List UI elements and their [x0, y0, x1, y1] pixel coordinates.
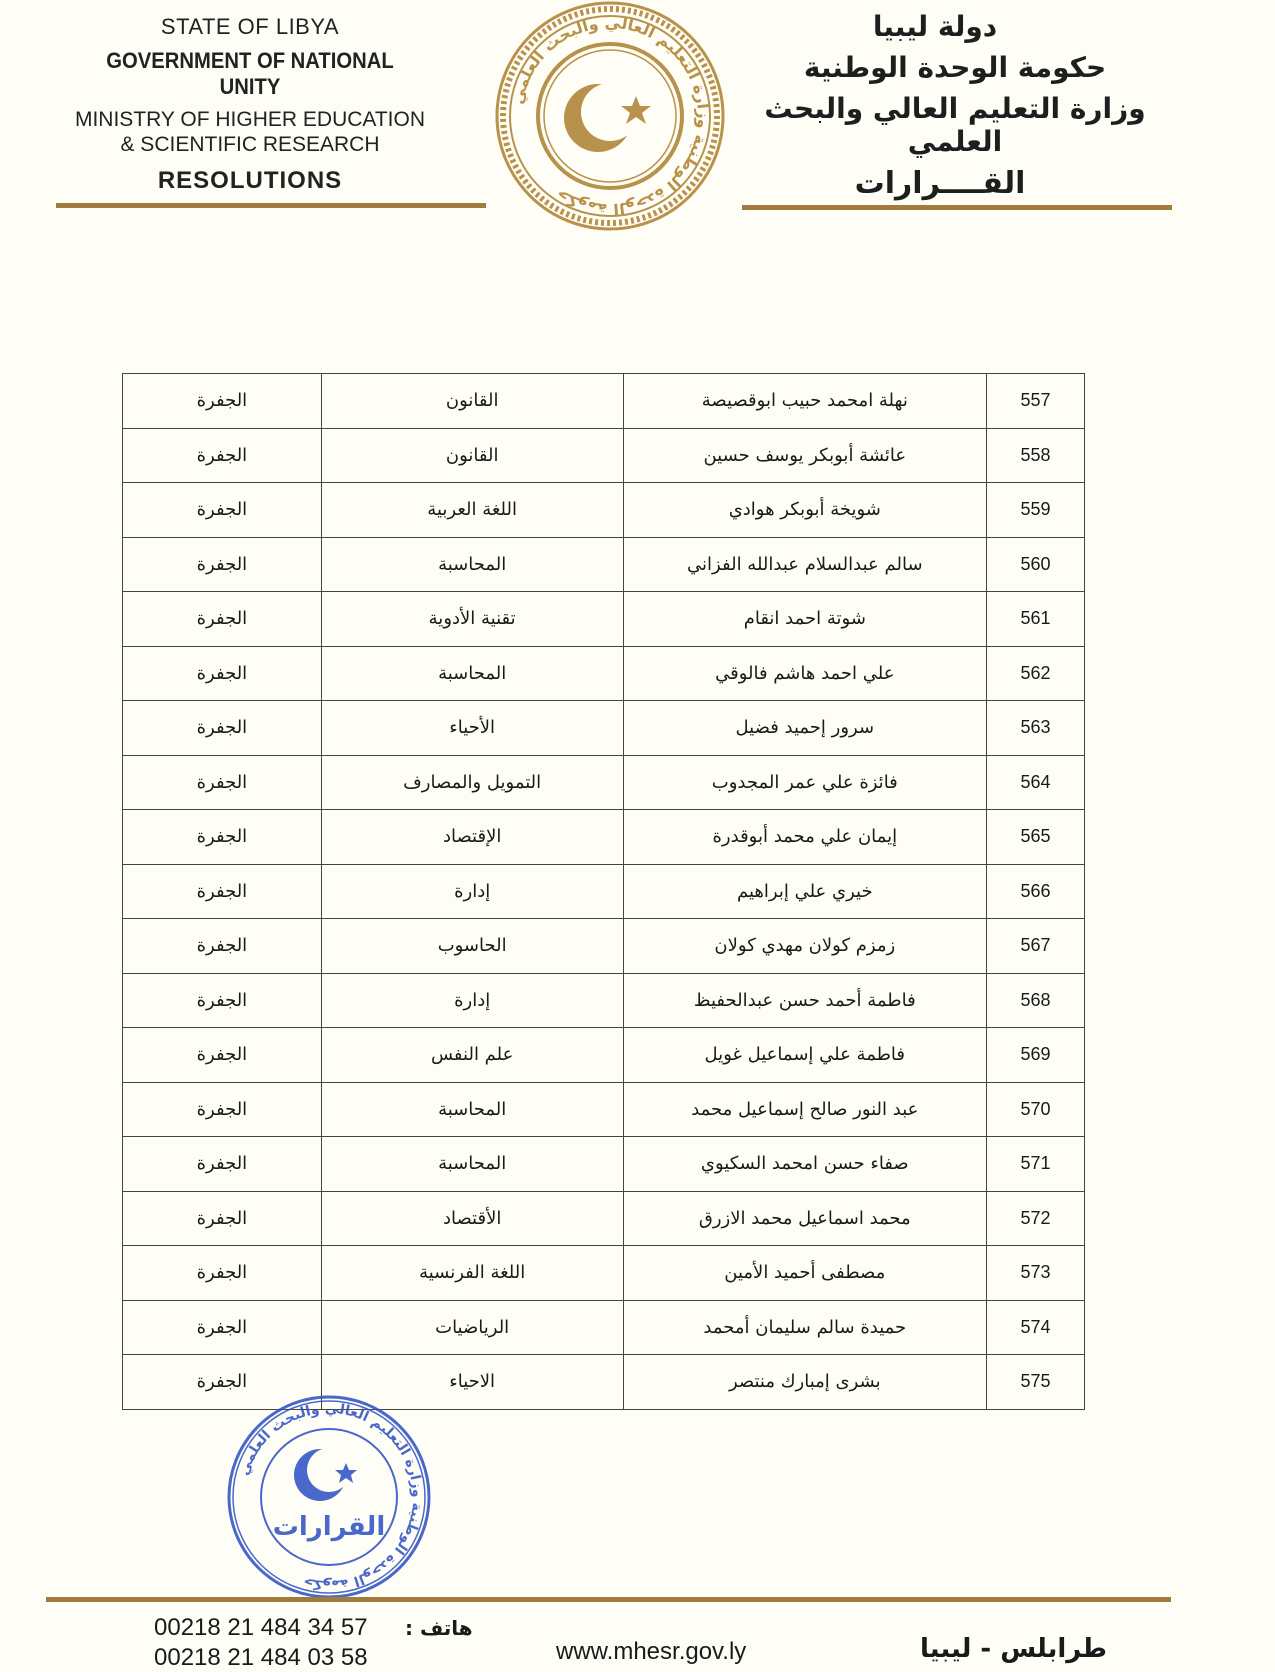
- table-row: [123, 1028, 1085, 1083]
- student-name: خيري علي إبراهيم: [623, 864, 987, 919]
- student-major: الإقتصاد: [321, 810, 623, 865]
- student-name: عائشة أبوبكر يوسف حسين: [623, 428, 987, 483]
- footer-city: طرابلس - ليبيا: [920, 1634, 1107, 1664]
- table-row: [123, 1191, 1085, 1246]
- student-major: إدارة: [321, 864, 623, 919]
- table-row: [123, 374, 1085, 429]
- stamp-ring-text: حكومة الوحدة الوطنية وزارة التعليم العالي والبحث العلمي: [236, 1400, 426, 1594]
- table-row: [123, 810, 1085, 865]
- student-name: مصطفى أحميد الأمين: [623, 1246, 987, 1301]
- website-link[interactable]: www.mhesr.gov.ly: [556, 1638, 747, 1665]
- phone-number-1: 00218 21 484 34 57: [154, 1614, 368, 1641]
- student-major: إدارة: [321, 973, 623, 1028]
- student-major: الأحياء: [321, 701, 623, 756]
- table-row: [123, 646, 1085, 701]
- student-major: التمويل والمصارف: [321, 755, 623, 810]
- header-rule-right: [742, 205, 1172, 210]
- student-city: الجفرة: [123, 810, 322, 865]
- student-major: القانون: [321, 428, 623, 483]
- student-name: نهلة امحمد حبيب ابوقصيصة: [623, 374, 987, 429]
- row-number: 566: [987, 864, 1085, 919]
- student-city: الجفرة: [123, 919, 322, 974]
- table-row: [123, 864, 1085, 919]
- phone-label: هاتف :: [405, 1616, 473, 1640]
- official-stamp: [214, 1395, 444, 1600]
- row-number: 563: [987, 701, 1085, 756]
- student-city: الجفرة: [123, 1246, 322, 1301]
- table-row: [123, 755, 1085, 810]
- header-rule-left: [56, 203, 486, 208]
- student-name: محمد اسماعيل محمد الازرق: [623, 1191, 987, 1246]
- government-name-ar: حكومة الوحدة الوطنية: [803, 51, 1107, 84]
- row-number: 558: [987, 428, 1085, 483]
- student-city: الجفرة: [123, 1355, 322, 1410]
- student-major: الأقتصاد: [321, 1191, 623, 1246]
- row-number: 572: [987, 1191, 1085, 1246]
- document-type-en: RESOLUTIONS: [157, 167, 343, 194]
- row-number: 570: [987, 1082, 1085, 1137]
- student-name: شويخة أبوبكر هوادي: [623, 483, 987, 538]
- row-number: 561: [987, 592, 1085, 647]
- table-row: [123, 537, 1085, 592]
- table-row: [123, 919, 1085, 974]
- row-number: 564: [987, 755, 1085, 810]
- student-name: إيمان علي محمد أبوقدرة: [623, 810, 987, 865]
- state-name-ar: دولة ليبيا: [872, 10, 998, 43]
- student-name: زمزم كولان مهدي كولان: [623, 919, 987, 974]
- student-name: فاطمة أحمد حسن عبدالحفيظ: [623, 973, 987, 1028]
- row-number: 560: [987, 537, 1085, 592]
- footer: [0, 1610, 1275, 1671]
- row-number: 575: [987, 1355, 1085, 1410]
- student-city: الجفرة: [123, 864, 322, 919]
- header-arabic: [745, 10, 1165, 201]
- student-city: الجفرة: [123, 592, 322, 647]
- ministry-name-ar: وزارة التعليم العالي والبحث العلمي: [764, 92, 1146, 158]
- table-row: [123, 592, 1085, 647]
- student-major: المحاسبة: [321, 646, 623, 701]
- student-major: اللغة الفرنسية: [321, 1246, 623, 1301]
- student-major: المحاسبة: [321, 1137, 623, 1192]
- student-major: المحاسبة: [321, 537, 623, 592]
- student-city: الجفرة: [123, 537, 322, 592]
- student-name: صفاء حسن امحمد السكيوي: [623, 1137, 987, 1192]
- header-english: [60, 14, 440, 195]
- student-major: الرياضيات: [321, 1300, 623, 1355]
- seal-ring-text: حكومة الوحدة الوطنية وزارة التعليم العالي والبحث العلمي: [507, 12, 714, 220]
- table-row: [123, 1246, 1085, 1301]
- student-name: عبد النور صالح إسماعيل محمد: [623, 1082, 987, 1137]
- row-number: 557: [987, 374, 1085, 429]
- student-city: الجفرة: [123, 1028, 322, 1083]
- student-city: الجفرة: [123, 374, 322, 429]
- student-name: علي احمد هاشم فالوقي: [623, 646, 987, 701]
- row-number: 569: [987, 1028, 1085, 1083]
- table-row: [123, 973, 1085, 1028]
- student-name: فاطمة علي إسماعيل غويل: [623, 1028, 987, 1083]
- table-row: [123, 483, 1085, 538]
- row-number: 565: [987, 810, 1085, 865]
- document-type-ar: القــــرارات: [854, 166, 1026, 201]
- row-number: 573: [987, 1246, 1085, 1301]
- table-row: [123, 1300, 1085, 1355]
- student-name: سرور إحميد فضيل: [623, 701, 987, 756]
- ministry-name-en-line2: & SCIENTIFIC RESEARCH: [120, 133, 380, 156]
- ministry-seal-logo: [486, 0, 734, 232]
- row-number: 567: [987, 919, 1085, 974]
- student-major: القانون: [321, 374, 623, 429]
- phone-number-2: 00218 21 484 03 58: [154, 1644, 368, 1671]
- student-major: علم النفس: [321, 1028, 623, 1083]
- row-number: 571: [987, 1137, 1085, 1192]
- student-city: الجفرة: [123, 1191, 322, 1246]
- roster-table: [122, 373, 1085, 1410]
- student-major: تقنية الأدوية: [321, 592, 623, 647]
- student-name: شوتة احمد انقام: [623, 592, 987, 647]
- stamp-center-text: القرارات: [272, 1512, 386, 1542]
- student-name: بشرى إمبارك منتصر: [623, 1355, 987, 1410]
- student-major: الاحياء: [321, 1355, 623, 1410]
- footer-rule: [46, 1597, 1171, 1602]
- table-row: [123, 701, 1085, 756]
- student-city: الجفرة: [123, 755, 322, 810]
- roster-body: [123, 374, 1085, 1410]
- table-row: [123, 428, 1085, 483]
- student-name: فائزة علي عمر المجدوب: [623, 755, 987, 810]
- student-major: الحاسوب: [321, 919, 623, 974]
- student-city: الجفرة: [123, 1082, 322, 1137]
- student-city: الجفرة: [123, 646, 322, 701]
- student-city: الجفرة: [123, 1300, 322, 1355]
- row-number: 562: [987, 646, 1085, 701]
- student-major: اللغة العربية: [321, 483, 623, 538]
- student-city: الجفرة: [123, 973, 322, 1028]
- row-number: 559: [987, 483, 1085, 538]
- ministry-name-en-line1: MINISTRY OF HIGHER EDUCATION: [74, 108, 426, 131]
- student-name: سالم عبدالسلام عبدالله الفزاني: [623, 537, 987, 592]
- table-row: [123, 1082, 1085, 1137]
- row-number: 574: [987, 1300, 1085, 1355]
- student-major: المحاسبة: [321, 1082, 623, 1137]
- student-city: الجفرة: [123, 428, 322, 483]
- student-city: الجفرة: [123, 483, 322, 538]
- student-name: حميدة سالم سليمان أمحمد: [623, 1300, 987, 1355]
- row-number: 568: [987, 973, 1085, 1028]
- table-row: [123, 1137, 1085, 1192]
- student-city: الجفرة: [123, 701, 322, 756]
- government-name-en: GOVERNMENT OF NATIONAL UNITY: [106, 48, 394, 99]
- student-city: الجفرة: [123, 1137, 322, 1192]
- state-name-en: STATE OF LIBYA: [160, 14, 340, 39]
